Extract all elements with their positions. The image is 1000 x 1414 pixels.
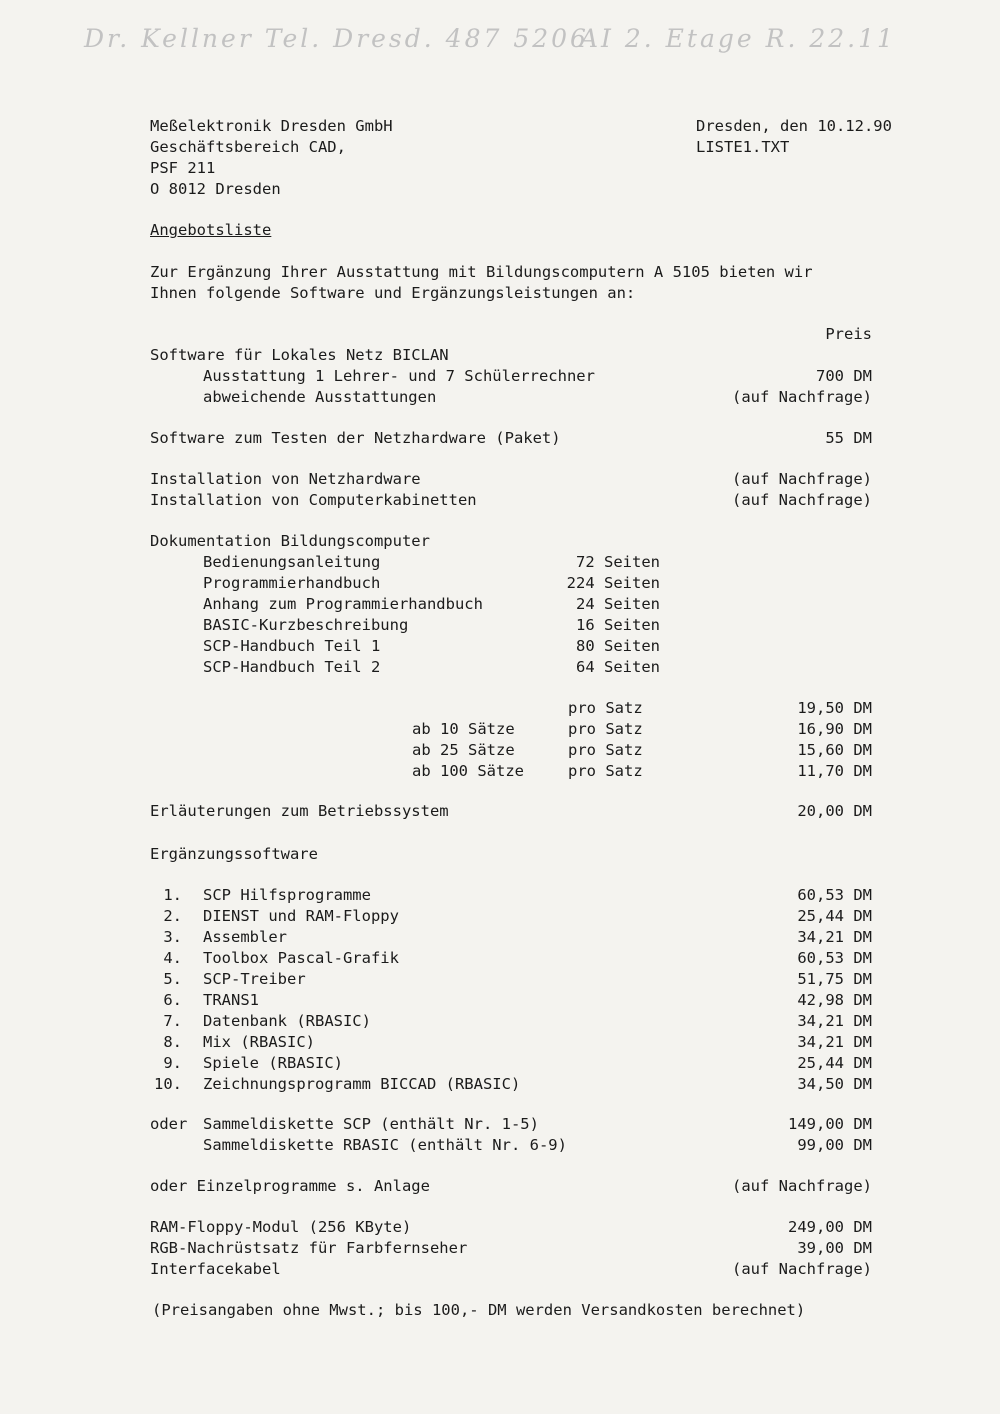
supp-item-number: 5. [163, 970, 182, 988]
set-quantity: ab 25 Sätze [412, 741, 515, 759]
collection-scp-price: 149,00 DM [788, 1115, 872, 1133]
doc-item-pages: 24 Seiten [576, 595, 660, 613]
hardware-item-price: (auf Nachfrage) [732, 1260, 872, 1278]
handwritten-note-left: Dr. Kellner Tel. Dresd. 487 5206 [84, 24, 589, 53]
supp-item-number: 2. [163, 907, 182, 925]
network-test-price: 55 DM [825, 429, 872, 447]
supp-item-number: 8. [163, 1033, 182, 1051]
supp-item-name: Spiele (RBASIC) [203, 1054, 343, 1072]
installation-1-label: Installation von Netzhardware [150, 470, 421, 488]
supp-item-number: 9. [163, 1054, 182, 1072]
collection-scp-label: Sammeldiskette SCP (enthält Nr. 1-5) [203, 1115, 539, 1133]
doc-item-name: Bedienungsanleitung [203, 553, 381, 571]
doc-item-name: SCP-Handbuch Teil 1 [203, 637, 381, 655]
docs-heading: Dokumentation Bildungscomputer [150, 532, 430, 550]
doc-item-name: Anhang zum Programmierhandbuch [203, 595, 483, 613]
oder-label: oder [150, 1115, 188, 1133]
collection-rbasic-price: 99,00 DM [797, 1136, 872, 1154]
supp-item-price: 51,75 DM [797, 970, 872, 988]
doc-item-name: BASIC-Kurzbeschreibung [203, 616, 409, 634]
set-unit: pro Satz [568, 741, 643, 759]
supp-item-number: 1. [163, 886, 182, 904]
set-unit: pro Satz [568, 762, 643, 780]
doc-item-pages: 80 Seiten [576, 637, 660, 655]
supp-item-price: 25,44 DM [797, 1054, 872, 1072]
intro-line-1: Zur Ergänzung Ihrer Ausstattung mit Bildungscomputern A 5105 bieten wir [150, 263, 813, 281]
doc-item-pages: 224 Seiten [566, 574, 660, 592]
price-footnote: (Preisangaben ohne Mwst.; bis 100,- DM werden Versandkosten berechnet) [152, 1301, 806, 1319]
supp-heading: Ergänzungssoftware [150, 845, 318, 863]
set-price: 15,60 DM [797, 741, 872, 759]
collection-rbasic-label: Sammeldiskette RBASIC (enthält Nr. 6-9) [203, 1136, 567, 1154]
sender-line-2: Geschäftsbereich CAD, [150, 138, 346, 156]
supp-item-name: Assembler [203, 928, 287, 946]
installation-1-price: (auf Nachfrage) [732, 470, 872, 488]
handwritten-note-right: AI 2. Etage R. 22.11 [580, 24, 896, 53]
network-item-2-label: abweichende Ausstattungen [203, 388, 437, 406]
price-column-header: Preis [825, 325, 872, 343]
os-notes-price: 20,00 DM [797, 802, 872, 820]
doc-item-pages: 64 Seiten [576, 658, 660, 676]
supp-item-number: 6. [163, 991, 182, 1009]
sender-line-3: PSF 211 [150, 159, 216, 177]
hardware-item-label: RAM-Floppy-Modul (256 KByte) [150, 1218, 412, 1236]
network-item-1-price: 700 DM [816, 367, 872, 385]
doc-item-name: SCP-Handbuch Teil 2 [203, 658, 381, 676]
supp-item-number: 10. [154, 1075, 182, 1093]
hardware-item-price: 249,00 DM [788, 1218, 872, 1236]
network-item-2-price: (auf Nachfrage) [732, 388, 872, 406]
supp-item-name: SCP Hilfsprogramme [203, 886, 371, 904]
installation-2-price: (auf Nachfrage) [732, 491, 872, 509]
set-quantity: ab 100 Sätze [412, 762, 524, 780]
single-programs-price: (auf Nachfrage) [732, 1177, 872, 1195]
set-quantity: ab 10 Sätze [412, 720, 515, 738]
installation-2-label: Installation von Computerkabinetten [150, 491, 477, 509]
supp-item-name: TRANS1 [203, 991, 259, 1009]
supp-item-name: Zeichnungsprogramm BICCAD (RBASIC) [203, 1075, 521, 1093]
supp-item-number: 4. [163, 949, 182, 967]
os-notes-label: Erläuterungen zum Betriebssystem [150, 802, 449, 820]
supp-item-name: Toolbox Pascal-Grafik [203, 949, 399, 967]
set-price: 11,70 DM [797, 762, 872, 780]
doc-item-name: Programmierhandbuch [203, 574, 381, 592]
network-heading: Software für Lokales Netz BICLAN [150, 346, 449, 364]
supp-item-name: Mix (RBASIC) [203, 1033, 315, 1051]
network-test-label: Software zum Testen der Netzhardware (Paket) [150, 429, 561, 447]
supp-item-price: 60,53 DM [797, 886, 872, 904]
place-date: Dresden, den 10.12.90 [696, 117, 892, 135]
network-item-1-label: Ausstattung 1 Lehrer- und 7 Schülerrechner [203, 367, 595, 385]
sender-line-1: Meßelektronik Dresden GmbH [150, 117, 393, 135]
single-programs-label: oder Einzelprogramme s. Anlage [150, 1177, 430, 1195]
supp-item-price: 34,50 DM [797, 1075, 872, 1093]
intro-line-2: Ihnen folgende Software und Ergänzungsleistungen an: [150, 284, 636, 302]
sender-line-4: O 8012 Dresden [150, 180, 281, 198]
hardware-item-label: RGB-Nachrüstsatz für Farbfernseher [150, 1239, 468, 1257]
file-name: LISTE1.TXT [696, 138, 790, 156]
supp-item-price: 34,21 DM [797, 1033, 872, 1051]
supp-item-name: Datenbank (RBASIC) [203, 1012, 371, 1030]
supp-item-name: SCP-Treiber [203, 970, 306, 988]
set-unit: pro Satz [568, 720, 643, 738]
supp-item-number: 7. [163, 1012, 182, 1030]
supp-item-number: 3. [163, 928, 182, 946]
supp-item-price: 25,44 DM [797, 907, 872, 925]
doc-item-pages: 72 Seiten [576, 553, 660, 571]
hardware-item-label: Interfacekabel [150, 1260, 281, 1278]
set-unit: pro Satz [568, 699, 643, 717]
document-title: Angebotsliste [150, 221, 272, 239]
supp-item-price: 60,53 DM [797, 949, 872, 967]
set-price: 19,50 DM [797, 699, 872, 717]
supp-item-name: DIENST und RAM-Floppy [203, 907, 399, 925]
hardware-item-price: 39,00 DM [797, 1239, 872, 1257]
supp-item-price: 34,21 DM [797, 1012, 872, 1030]
set-price: 16,90 DM [797, 720, 872, 738]
supp-item-price: 42,98 DM [797, 991, 872, 1009]
doc-item-pages: 16 Seiten [576, 616, 660, 634]
supp-item-price: 34,21 DM [797, 928, 872, 946]
